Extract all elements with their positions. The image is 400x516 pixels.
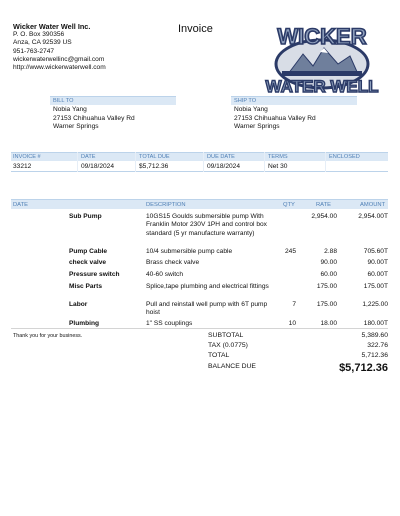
meta-header-total-due: TOTAL DUE bbox=[139, 154, 170, 160]
document-title: Invoice bbox=[178, 23, 213, 35]
item-name: Pressure switch bbox=[69, 271, 120, 278]
item-amount: 175.00T bbox=[363, 283, 388, 290]
ship-to-label: SHIP TO bbox=[231, 97, 357, 105]
bill-to-label: BILL TO bbox=[50, 97, 176, 105]
ship-to-box bbox=[231, 96, 357, 146]
item-qty: 245 bbox=[284, 248, 296, 255]
meta-header-enclosed: ENCLOSED bbox=[329, 154, 360, 160]
bill-to-street: 27153 Chihuahua Valley Rd bbox=[53, 114, 135, 122]
item-rate: 60.00 bbox=[320, 271, 337, 278]
invoice-due-date: 09/18/2024 bbox=[207, 163, 241, 170]
ship-to-name: Nobia Yang bbox=[234, 106, 268, 113]
item-description: 10GS15 Goulds submersible pump With Franklin Motor 230V 1PH and control box standard (5 yr manufacture warranty) bbox=[146, 213, 267, 237]
company-address-line: Anza, CA 92539 US bbox=[13, 39, 72, 47]
item-description: Splice,tape plumbing and electrical fittings bbox=[146, 283, 269, 290]
company-phone: 951-763-2747 bbox=[13, 47, 55, 55]
item-description: 40-60 switch bbox=[146, 271, 184, 278]
subtotal-row bbox=[208, 331, 388, 341]
items-header-qty: QTY bbox=[283, 202, 295, 208]
balance-due-value: $5,712.36 bbox=[339, 362, 388, 374]
item-description: 1" SS couplings bbox=[146, 320, 193, 327]
bill-to-city: Warner Springs bbox=[53, 123, 99, 131]
logo-bottom-word: WATER WELL bbox=[265, 77, 379, 96]
item-amount: 1,225.00 bbox=[362, 301, 388, 308]
items-header-date: DATE bbox=[13, 202, 29, 208]
invoice-date: 09/18/2024 bbox=[81, 163, 115, 170]
item-rate: 175.00 bbox=[316, 301, 337, 308]
item-qty: 7 bbox=[292, 301, 296, 308]
tax-row bbox=[208, 341, 388, 351]
logo-emblem bbox=[258, 24, 386, 96]
ship-to-city: Warner Springs bbox=[234, 123, 280, 131]
invoice-terms: Net 30 bbox=[268, 163, 288, 170]
line-items-table bbox=[11, 199, 388, 329]
item-amount: 2,954.00T bbox=[358, 213, 388, 220]
balance-due-label: BALANCE DUE bbox=[208, 363, 256, 370]
company-email[interactable]: wickerwaterwellinc@gmail.com bbox=[13, 55, 105, 63]
subtotal-label: SUBTOTAL bbox=[208, 332, 244, 339]
totals-block bbox=[208, 331, 388, 375]
bill-to-name: Nobia Yang bbox=[53, 106, 87, 113]
company-website[interactable]: http://www.wickerwaterwell.com bbox=[13, 64, 106, 72]
item-name: Pump Cable bbox=[69, 248, 108, 255]
item-name: Misc Parts bbox=[69, 283, 102, 290]
items-header-rate: RATE bbox=[316, 202, 332, 208]
meta-header-due-date: DUE DATE bbox=[207, 154, 235, 160]
items-header-row bbox=[11, 199, 388, 209]
invoice-total-due: $5,712.36 bbox=[139, 163, 169, 170]
item-rate: 90.00 bbox=[320, 259, 337, 266]
balance-due-row bbox=[208, 361, 388, 375]
items-header-description: DESCRIPTION bbox=[146, 202, 186, 208]
company-logo bbox=[258, 24, 386, 96]
invoice-number: 33212 bbox=[13, 163, 32, 170]
tax-value: 322.76 bbox=[367, 342, 388, 349]
ship-to-street: 27153 Chihuahua Valley Rd bbox=[234, 114, 316, 122]
total-label: TOTAL bbox=[208, 352, 230, 359]
total-value: 5,712.36 bbox=[361, 352, 388, 359]
thank-you-note: Thank you for your business. bbox=[13, 333, 83, 339]
item-description: Brass check valve bbox=[146, 259, 200, 266]
items-header-amount: AMOUNT bbox=[360, 202, 386, 208]
meta-header-invoice-number: INVOICE # bbox=[13, 154, 41, 160]
tax-label: TAX (0.0775) bbox=[208, 342, 248, 349]
meta-header-terms: TERMS bbox=[268, 154, 288, 160]
item-description: Pull and reinstall well pump with 6T pump hoist bbox=[146, 301, 268, 317]
item-rate: 2.88 bbox=[324, 248, 337, 255]
company-info bbox=[13, 22, 163, 72]
logo-top-word: WICKER bbox=[277, 24, 367, 49]
items-body bbox=[11, 209, 388, 329]
meta-header-date: DATE bbox=[81, 154, 96, 160]
item-name: Plumbing bbox=[69, 320, 100, 327]
item-rate: 2,954.00 bbox=[311, 213, 337, 220]
item-rate: 175.00 bbox=[316, 283, 337, 290]
item-name: Sub Pump bbox=[69, 213, 102, 220]
subtotal-value: 5,389.60 bbox=[361, 332, 388, 339]
company-address-line: P. O. Box 390356 bbox=[13, 31, 65, 38]
item-rate: 18.00 bbox=[320, 320, 337, 327]
item-name: Labor bbox=[69, 301, 88, 308]
item-qty: 10 bbox=[288, 320, 296, 327]
company-name: Wicker Water Well Inc. bbox=[13, 22, 91, 31]
total-row bbox=[208, 351, 388, 361]
meta-value-row bbox=[11, 161, 388, 172]
item-name: check valve bbox=[69, 259, 107, 266]
item-amount: 180.00T bbox=[363, 320, 388, 327]
invoice-meta-table bbox=[11, 152, 388, 172]
item-amount: 705.60T bbox=[363, 248, 388, 255]
item-amount: 60.00T bbox=[367, 271, 388, 278]
meta-header-row bbox=[11, 152, 388, 161]
item-description: 10/4 submersible pump cable bbox=[146, 248, 233, 255]
item-amount: 90.00T bbox=[367, 259, 388, 266]
bill-to-box bbox=[50, 96, 176, 146]
